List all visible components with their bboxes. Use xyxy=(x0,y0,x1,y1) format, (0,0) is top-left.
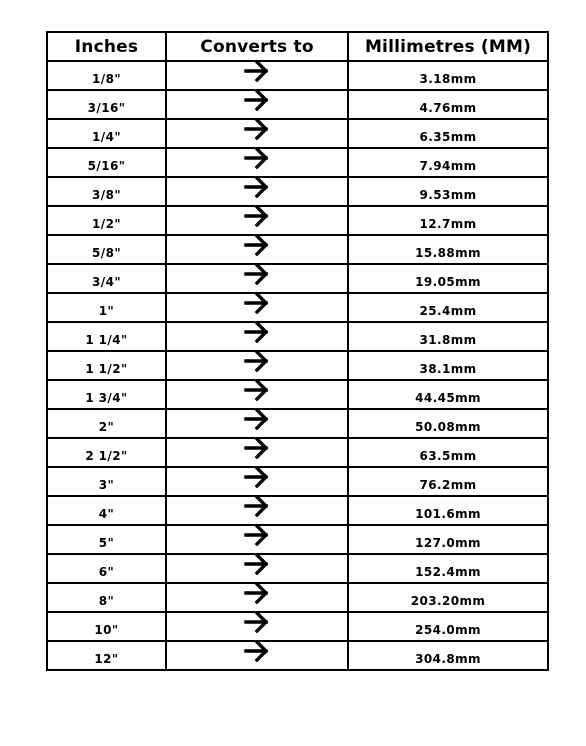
millimetres-cell xyxy=(348,351,548,380)
millimetres-value: 254.0mm xyxy=(415,622,481,637)
millimetres-value: 152.4mm xyxy=(415,564,481,579)
inches-cell xyxy=(47,351,166,380)
millimetres-value: 25.4mm xyxy=(419,303,477,318)
arrow-cell xyxy=(166,380,348,409)
right-arrow-icon xyxy=(244,263,270,285)
inches-cell xyxy=(47,467,166,496)
right-arrow-icon xyxy=(244,234,270,256)
millimetres-cell xyxy=(348,467,548,496)
inches-value: 5" xyxy=(98,535,115,550)
millimetres-cell xyxy=(348,235,548,264)
table-row xyxy=(47,148,548,177)
inches-cell xyxy=(47,61,166,90)
inches-value: 10" xyxy=(94,622,119,637)
inches-cell xyxy=(47,554,166,583)
right-arrow-icon xyxy=(244,205,270,227)
arrow-cell xyxy=(166,177,348,206)
inches-value: 3/8" xyxy=(92,187,121,202)
inches-cell xyxy=(47,496,166,525)
arrow-cell xyxy=(166,583,348,612)
right-arrow-icon xyxy=(244,524,270,546)
inches-cell xyxy=(47,235,166,264)
table-row xyxy=(47,612,548,641)
millimetres-value: 19.05mm xyxy=(415,274,481,289)
arrow-cell xyxy=(166,322,348,351)
right-arrow-icon xyxy=(244,60,270,82)
millimetres-cell xyxy=(348,61,548,90)
header-millimetres: Millimetres (MM) xyxy=(348,32,548,61)
right-arrow-icon xyxy=(244,611,270,633)
millimetres-cell xyxy=(348,438,548,467)
conversion-table xyxy=(46,31,549,671)
millimetres-value: 4.76mm xyxy=(419,100,477,115)
table-row xyxy=(47,322,548,351)
table-row xyxy=(47,409,548,438)
right-arrow-icon xyxy=(244,350,270,372)
right-arrow-icon xyxy=(244,118,270,140)
arrow-cell xyxy=(166,409,348,438)
table-row xyxy=(47,293,548,322)
right-arrow-icon xyxy=(244,89,270,111)
millimetres-cell xyxy=(348,641,548,670)
inches-value: 2 1/2" xyxy=(85,448,128,463)
table-row xyxy=(47,177,548,206)
millimetres-value: 12.7mm xyxy=(419,216,477,231)
millimetres-cell xyxy=(348,90,548,119)
inches-cell xyxy=(47,612,166,641)
millimetres-cell xyxy=(348,119,548,148)
millimetres-cell xyxy=(348,177,548,206)
right-arrow-icon xyxy=(244,379,270,401)
inches-value: 12" xyxy=(94,651,119,666)
inches-value: 8" xyxy=(98,593,115,608)
arrow-cell xyxy=(166,90,348,119)
inches-value: 1 1/4" xyxy=(85,332,128,347)
inches-cell xyxy=(47,206,166,235)
millimetres-value: 9.53mm xyxy=(419,187,477,202)
arrow-cell xyxy=(166,525,348,554)
right-arrow-icon xyxy=(244,176,270,198)
table-row xyxy=(47,61,548,90)
header-row xyxy=(47,32,548,61)
inches-value: 1 1/2" xyxy=(85,361,128,376)
inches-cell xyxy=(47,148,166,177)
inches-cell xyxy=(47,641,166,670)
arrow-cell xyxy=(166,206,348,235)
inches-value: 3/16" xyxy=(87,100,126,115)
millimetres-cell xyxy=(348,293,548,322)
arrow-cell xyxy=(166,612,348,641)
table-row xyxy=(47,583,548,612)
table-row xyxy=(47,380,548,409)
inches-value: 2" xyxy=(98,419,115,434)
arrow-cell xyxy=(166,61,348,90)
table-row xyxy=(47,641,548,670)
inches-cell xyxy=(47,322,166,351)
millimetres-cell xyxy=(348,583,548,612)
millimetres-value: 50.08mm xyxy=(415,419,481,434)
header-converts-to: Converts to xyxy=(166,32,348,61)
inches-value: 5/8" xyxy=(92,245,121,260)
inches-value: 1/2" xyxy=(92,216,121,231)
arrow-cell xyxy=(166,496,348,525)
millimetres-cell xyxy=(348,612,548,641)
table-row xyxy=(47,467,548,496)
arrow-cell xyxy=(166,293,348,322)
millimetres-value: 127.0mm xyxy=(415,535,481,550)
millimetres-value: 7.94mm xyxy=(419,158,477,173)
inches-cell xyxy=(47,583,166,612)
table-row xyxy=(47,90,548,119)
right-arrow-icon xyxy=(244,292,270,314)
millimetres-cell xyxy=(348,409,548,438)
arrow-cell xyxy=(166,467,348,496)
inches-value: 5/16" xyxy=(87,158,126,173)
inches-cell xyxy=(47,177,166,206)
table-row xyxy=(47,496,548,525)
table-row xyxy=(47,554,548,583)
millimetres-value: 76.2mm xyxy=(419,477,477,492)
millimetres-cell xyxy=(348,206,548,235)
millimetres-value: 203.20mm xyxy=(410,593,486,608)
table-row xyxy=(47,119,548,148)
millimetres-value: 63.5mm xyxy=(419,448,477,463)
millimetres-cell xyxy=(348,380,548,409)
inches-value: 6" xyxy=(98,564,115,579)
millimetres-cell xyxy=(348,554,548,583)
right-arrow-icon xyxy=(244,553,270,575)
arrow-cell xyxy=(166,264,348,293)
millimetres-value: 44.45mm xyxy=(415,390,481,405)
inches-cell xyxy=(47,525,166,554)
right-arrow-icon xyxy=(244,437,270,459)
right-arrow-icon xyxy=(244,321,270,343)
right-arrow-icon xyxy=(244,495,270,517)
millimetres-cell xyxy=(348,322,548,351)
right-arrow-icon xyxy=(244,408,270,430)
arrow-cell xyxy=(166,235,348,264)
inches-cell xyxy=(47,438,166,467)
inches-cell xyxy=(47,90,166,119)
millimetres-value: 15.88mm xyxy=(415,245,481,260)
table-row xyxy=(47,438,548,467)
millimetres-value: 38.1mm xyxy=(419,361,477,376)
right-arrow-icon xyxy=(244,640,270,662)
arrow-cell xyxy=(166,438,348,467)
table-row xyxy=(47,206,548,235)
right-arrow-icon xyxy=(244,466,270,488)
table-row xyxy=(47,264,548,293)
right-arrow-icon xyxy=(244,582,270,604)
inches-value: 3/4" xyxy=(92,274,121,289)
millimetres-value: 101.6mm xyxy=(415,506,481,521)
millimetres-value: 31.8mm xyxy=(419,332,477,347)
table-body xyxy=(47,61,548,670)
inches-value: 1 3/4" xyxy=(85,390,128,405)
arrow-cell xyxy=(166,351,348,380)
millimetres-cell xyxy=(348,264,548,293)
millimetres-cell xyxy=(348,496,548,525)
table-row xyxy=(47,351,548,380)
arrow-cell xyxy=(166,641,348,670)
arrow-cell xyxy=(166,119,348,148)
inches-value: 1/4" xyxy=(92,129,121,144)
millimetres-value: 3.18mm xyxy=(419,71,477,86)
inches-cell xyxy=(47,380,166,409)
table-row xyxy=(47,525,548,554)
table-row xyxy=(47,235,548,264)
header-inches: Inches xyxy=(47,32,166,61)
inches-cell xyxy=(47,409,166,438)
inches-value: 1" xyxy=(98,303,115,318)
arrow-cell xyxy=(166,148,348,177)
inches-value: 1/8" xyxy=(92,71,121,86)
inches-value: 4" xyxy=(98,506,115,521)
millimetres-value: 304.8mm xyxy=(415,651,481,666)
millimetres-cell xyxy=(348,148,548,177)
millimetres-value: 6.35mm xyxy=(419,129,477,144)
right-arrow-icon xyxy=(244,147,270,169)
inches-value: 3" xyxy=(98,477,115,492)
inches-cell xyxy=(47,293,166,322)
arrow-cell xyxy=(166,554,348,583)
inches-cell xyxy=(47,119,166,148)
millimetres-cell xyxy=(348,525,548,554)
inches-cell xyxy=(47,264,166,293)
